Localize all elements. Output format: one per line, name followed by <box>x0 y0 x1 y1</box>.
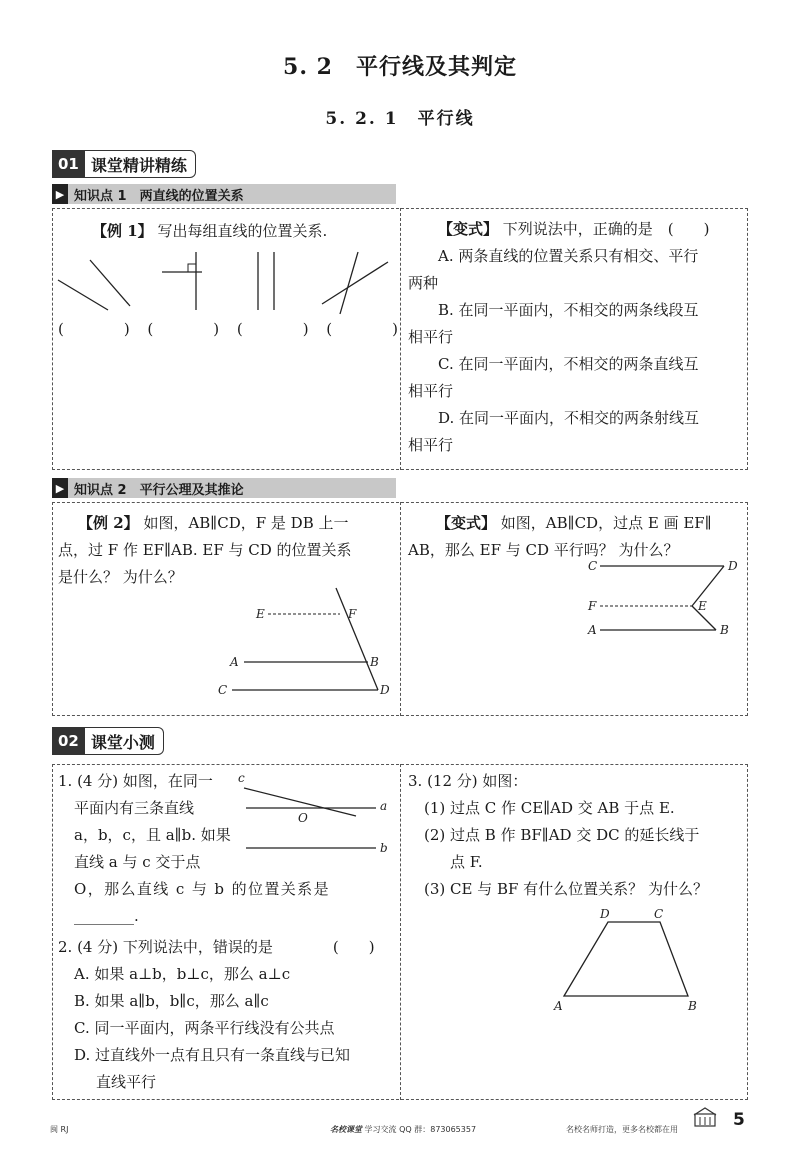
point-label: B <box>370 655 379 669</box>
footer-edition: 闽 RJ <box>50 1125 69 1134</box>
footer-center <box>330 1124 476 1135</box>
option-b: B. 在同一平面内，不相交的两条线段互 <box>438 301 699 319</box>
footer-qq: 学习交流 QQ 群：873065357 <box>364 1125 477 1134</box>
option-c: C. 在同一平面内，不相交的两条直线互 <box>438 355 699 373</box>
section-header-2 <box>52 727 164 755</box>
section-title: 课堂精讲精练 <box>85 150 196 178</box>
q1-answer-blank[interactable]: ________. <box>74 907 139 925</box>
example-2-figure <box>210 580 400 704</box>
point-label: D <box>600 907 610 921</box>
variant-question: 下列说法中，正确的是 ( ) <box>502 220 710 238</box>
q1-line: 平面内有三条直线 <box>74 799 195 817</box>
point-label: C <box>218 683 228 697</box>
example-2-line-2: 点，过 F 作 EF∥AB. EF 与 CD 的位置关系 <box>58 541 352 559</box>
play-icon: ▶ <box>52 478 68 498</box>
knowledge-point-label: 知识点 2 平行公理及其推论 <box>74 482 244 498</box>
q3-part-2-cont: 点 F. <box>450 853 483 871</box>
point-label: C <box>654 907 664 921</box>
point-label: O <box>298 811 308 825</box>
example-1-figures <box>52 248 400 318</box>
knowledge-point-label: 知识点 1 两直线的位置关系 <box>74 188 244 204</box>
option-d-cont: 相平行 <box>408 436 454 454</box>
answer-blank[interactable]: ( ) <box>147 320 220 338</box>
q3-part-1: (1) 过点 C 作 CE∥AD 交 AB 于点 E. <box>424 799 675 817</box>
point-label: A <box>554 999 563 1013</box>
point-label: c <box>238 771 245 785</box>
figure-line <box>322 262 388 304</box>
point-label: D <box>380 683 390 697</box>
question-3-figure <box>548 904 708 1016</box>
variant-text: 如图，AB∥CD，过点 E 画 EF∥ <box>500 514 712 532</box>
variant-2-line-1 <box>408 510 744 537</box>
q1-line: 1. (4 分) 如图，在同一 <box>58 772 213 790</box>
variant-1 <box>408 216 744 459</box>
footer-brand: 名校课堂 <box>330 1125 362 1134</box>
point-label: D <box>728 559 738 573</box>
answer-blank[interactable]: ( ) <box>236 320 309 338</box>
point-label: F <box>348 607 357 621</box>
example-2 <box>58 510 396 591</box>
variant-2-line-2: AB，那么 EF 与 CD 平行吗？ 为什么？ <box>408 541 679 559</box>
option-a-cont: 两种 <box>408 274 439 292</box>
logo-icon <box>692 1106 718 1130</box>
example-2-line-3: 是什么？ 为什么？ <box>58 568 183 586</box>
section-header-1 <box>52 150 196 178</box>
variant-label: 【变式】 <box>436 514 497 532</box>
right-angle-mark <box>188 264 196 272</box>
line-de <box>692 566 724 606</box>
figure-line <box>58 280 108 310</box>
figure-line <box>90 260 130 306</box>
knowledge-point-1 <box>52 184 396 204</box>
option-b-cont: 相平行 <box>408 328 454 346</box>
example-1-heading <box>92 218 327 245</box>
point-label: A <box>230 655 239 669</box>
q2-stem: 2. (4 分) 下列说法中，错误的是 ( ) <box>58 938 375 956</box>
q2-option-d-cont: 直线平行 <box>96 1073 157 1091</box>
q2-option-c: C. 同一平面内，两条平行线没有公共点 <box>74 1019 335 1037</box>
knowledge-point-2 <box>52 478 396 498</box>
point-label: E <box>256 607 265 621</box>
footer-slogan: 名校名师打造，更多名校都在用 <box>566 1125 678 1134</box>
q3-part-3: (3) CE 与 BF 有什么位置关系？ 为什么？ <box>424 880 708 898</box>
page-number: 5 <box>733 1110 745 1130</box>
point-label: E <box>698 599 707 613</box>
option-a: A. 两条直线的位置关系只有相交、平行 <box>438 247 699 265</box>
point-label: b <box>380 841 388 855</box>
answer-blank[interactable]: ( ) <box>58 320 130 338</box>
play-icon: ▶ <box>52 184 68 204</box>
variant-1-question-line <box>408 216 744 243</box>
option-c-cont: 相平行 <box>408 382 454 400</box>
point-label: F <box>588 599 597 613</box>
trapezoid-abcd <box>564 922 688 996</box>
example-label: 【例 1】 <box>92 222 153 240</box>
point-label: a <box>380 799 388 813</box>
example-2-line-1 <box>58 510 396 537</box>
box-divider <box>400 764 401 1100</box>
q1-line: O，那么直线 c 与 b 的位置关系是 <box>74 880 330 898</box>
page-subtitle: 5. 2. 1 平行线 <box>325 109 475 129</box>
point-label: A <box>588 623 597 637</box>
line-db <box>336 588 378 690</box>
point-label: B <box>720 623 729 637</box>
q2-option-b: B. 如果 a∥b，b∥c，那么 a∥c <box>74 992 269 1010</box>
q1-line: 直线 a 与 c 交于点 <box>74 853 201 871</box>
page-title: 5. 2 平行线及其判定 <box>283 54 517 80</box>
answer-blank[interactable]: ( ) <box>326 320 398 338</box>
variant-label: 【变式】 <box>438 220 499 238</box>
point-label: B <box>688 999 697 1013</box>
example-1-blanks <box>58 316 398 343</box>
question-3 <box>408 768 744 903</box>
question-1-figure <box>228 770 398 856</box>
q3-stem: 3. (12 分) 如图： <box>408 772 528 790</box>
point-label: C <box>588 559 598 573</box>
q3-part-2: (2) 过点 B 作 BF∥AD 交 DC 的延长线于 <box>424 826 700 844</box>
example-label: 【例 2】 <box>78 514 139 532</box>
section-number: 02 <box>52 727 85 755</box>
example-text: 如图，AB∥CD，F 是 DB 上一 <box>143 514 349 532</box>
question-2 <box>58 934 398 1096</box>
variant-2-figure <box>580 556 750 646</box>
q2-option-a: A. 如果 a⊥b，b⊥c，那么 a⊥c <box>74 965 291 983</box>
q1-line: a，b，c，且 a∥b. 如果 <box>74 826 231 844</box>
section-number: 01 <box>52 150 85 178</box>
option-d: D. 在同一平面内，不相交的两条射线互 <box>438 409 700 427</box>
q2-option-d: D. 过直线外一点有且只有一条直线与已知 <box>74 1046 351 1064</box>
example-text: 写出每组直线的位置关系. <box>157 222 328 240</box>
box-divider <box>400 502 401 716</box>
section-title: 课堂小测 <box>85 727 164 755</box>
box-divider <box>400 208 401 470</box>
